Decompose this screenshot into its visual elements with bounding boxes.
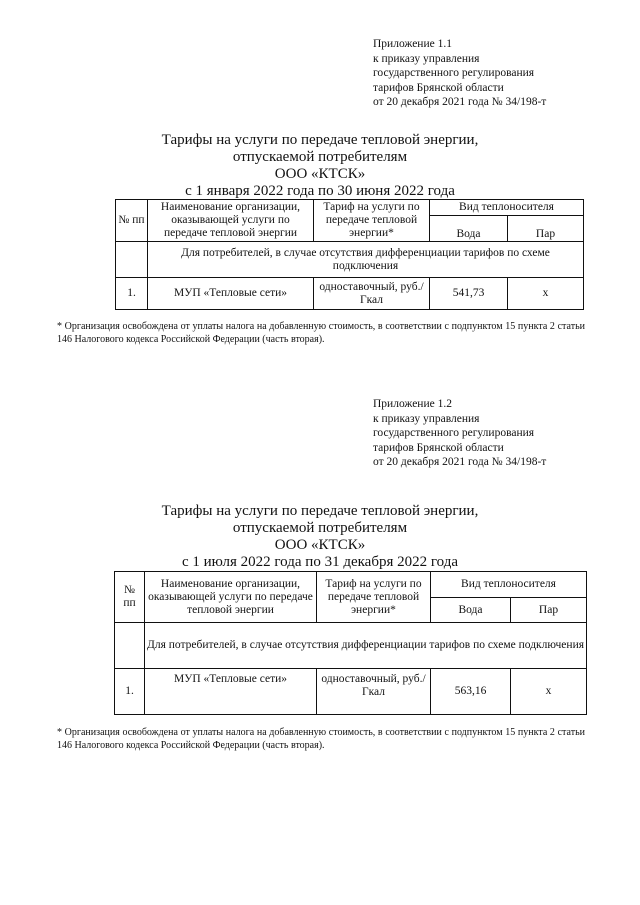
title-line: Тарифы на услуги по передаче тепловой энергии,: [161, 132, 479, 148]
consumer-group-row: Для потребителей, в случае отсутствия дифференциации тарифов по схеме подключения: [148, 242, 584, 278]
row-organization: МУП «Тепловые сети»: [148, 278, 314, 310]
header-tariff: Тариф на услуги по передаче тепловой энергии*: [314, 200, 430, 242]
tariff-table-2: [114, 571, 587, 715]
row-tariff-type: одноставочный, руб./Гкал: [317, 669, 431, 715]
consumer-group-row: Для потребителей, в случае отсутствия дифференциации тарифов по схеме подключения: [145, 623, 587, 669]
row-water-value: 541,73: [430, 278, 508, 310]
row-steam-value: х: [508, 278, 584, 310]
document-title-2: [0, 503, 640, 571]
header-organization: Наименование организации, оказывающей услуги по передаче тепловой энергии: [148, 200, 314, 242]
header-carrier-type: Вид теплоносителя: [430, 200, 584, 216]
title-line: ООО «КТСК»: [274, 537, 366, 553]
appendix-block-2: [373, 397, 546, 470]
title-line: отпускаемой потребителям: [232, 520, 408, 536]
header-number: № пп: [115, 572, 145, 623]
header-tariff: Тариф на услуги по передаче тепловой энергии*: [317, 572, 431, 623]
header-steam: Пар: [511, 598, 587, 623]
appendix-line: тарифов Брянской области: [373, 441, 504, 454]
header-organization: Наименование организации, оказывающей услуги по передаче тепловой энергии: [145, 572, 317, 623]
header-number: № пп: [116, 200, 148, 242]
appendix-line: тарифов Брянской области: [373, 81, 504, 94]
row-tariff-type: одноставочный, руб./Гкал: [314, 278, 430, 310]
footnote-2: * Организация освобождена от уплаты налога на добавленную стоимость, в соответствии с подпунктом 15 пункта 2 статьи 146 Налогового кодекса Российской Федерации (часть вторая).: [57, 727, 585, 751]
appendix-line: Приложение 1.2: [373, 398, 452, 410]
appendix-line: государственного регулирования: [373, 67, 535, 79]
appendix-line: от 20 декабря 2021 года № 34/198-т: [373, 456, 547, 468]
tariff-table-1: [115, 199, 584, 310]
header-carrier-type: Вид теплоносителя: [431, 572, 587, 598]
title-line: Тарифы на услуги по передаче тепловой энергии,: [161, 503, 479, 519]
title-line: с 1 июля 2022 года по 31 декабря 2022 года: [182, 554, 458, 570]
header-steam: Пар: [508, 216, 584, 242]
empty-cell: [115, 623, 145, 669]
footnote-1: * Организация освобождена от уплаты налога на добавленную стоимость, в соответствии с подпунктом 15 пункта 2 статьи 146 Налогового кодекса Российской Федерации (часть вторая).: [57, 321, 585, 345]
empty-cell: [116, 242, 148, 278]
row-water-value: 563,16: [431, 669, 511, 715]
title-line: с 1 января 2022 года по 30 июня 2022 года: [185, 183, 455, 199]
appendix-block-1: [373, 37, 546, 110]
appendix-line: к приказу управления: [373, 412, 480, 425]
row-steam-value: х: [511, 669, 587, 715]
header-water: Вода: [431, 598, 511, 623]
row-organization: МУП «Тепловые сети»: [145, 669, 317, 715]
title-line: ООО «КТСК»: [274, 166, 366, 182]
appendix-line: Приложение 1.1: [373, 38, 452, 50]
appendix-line: от 20 декабря 2021 года № 34/198-т: [373, 96, 547, 108]
row-number: 1.: [115, 669, 145, 715]
row-number: 1.: [116, 278, 148, 310]
document-title-1: [0, 132, 640, 200]
appendix-line: к приказу управления: [373, 52, 480, 65]
header-water: Вода: [430, 216, 508, 242]
appendix-line: государственного регулирования: [373, 427, 535, 439]
title-line: отпускаемой потребителям: [232, 149, 408, 165]
